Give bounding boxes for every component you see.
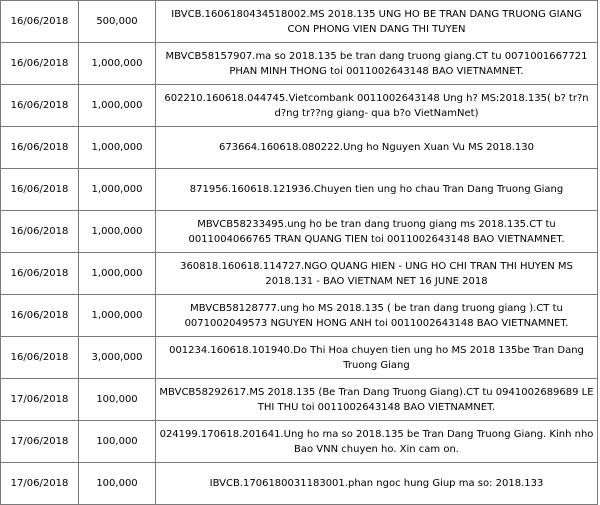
table-row [1,169,598,211]
description-cell: 001234.160618.101940.Do Thi Hoa chuyen tien ung ho MS 2018 135be Tran Dang Truong Giang [156,337,598,379]
amount-cell: 500,000 [79,1,156,43]
amount-cell: 1,000,000 [79,43,156,85]
description-cell: 024199.170618.201641.Ung ho ma so 2018.135 be Tran Dang Truong Giang. Kinh nho Bao VNN chuyen ho. Xin cam on. [156,421,598,463]
description-cell: 360818.160618.114727.NGO QUANG HIEN - UNG HO CHI TRAN THI HUYEN MS 2018.131 - BAO VIETNAM NET 16 JUNE 2018 [156,253,598,295]
description-cell: MBVCB58157907.ma so 2018.135 be tran dang truong giang.CT tu 0071001667721 PHAN MINH THONG toi 0011002643148 BAO VIETNAMNET. [156,43,598,85]
date-cell: 16/06/2018 [1,295,79,337]
amount-cell: 1,000,000 [79,295,156,337]
date-cell: 16/06/2018 [1,169,79,211]
amount-cell: 1,000,000 [79,169,156,211]
date-cell: 16/06/2018 [1,85,79,127]
amount-cell: 100,000 [79,421,156,463]
date-cell: 16/06/2018 [1,337,79,379]
table-row [1,421,598,463]
table-row [1,127,598,169]
ledger-body [1,1,598,505]
description-cell: IBVCB.1706180031183001.phan ngoc hung Giup ma so: 2018.133 [156,463,598,505]
table-row [1,85,598,127]
date-cell: 17/06/2018 [1,379,79,421]
date-cell: 16/06/2018 [1,253,79,295]
date-cell: 16/06/2018 [1,127,79,169]
description-cell: IBVCB.1606180434518002.MS 2018.135 UNG HO BE TRAN DANG TRUONG GIANG CON PHONG VIEN DANG THI TUYEN [156,1,598,43]
description-cell: MBVCB58233495.ung ho be tran dang truong giang ms 2018.135.CT tu 0011004066765 TRAN QUANG TIEN toi 0011002643148 BAO VIETNAMNET. [156,211,598,253]
description-cell: MBVCB58292617.MS 2018.135 (Be Tran Dang Truong Giang).CT tu 0941002689689 LE THI THU toi 0011002643148 BAO VIETNAMNET. [156,379,598,421]
table-row [1,379,598,421]
amount-cell: 1,000,000 [79,127,156,169]
table-row [1,295,598,337]
date-cell: 16/06/2018 [1,211,79,253]
table-row [1,463,598,505]
table-row [1,211,598,253]
description-cell: 602210.160618.044745.Vietcombank 0011002643148 Ung h? MS:2018.135( b? tr?n d?ng tr??ng giang- qua b?o VietNamNet) [156,85,598,127]
table-row [1,337,598,379]
amount-cell: 3,000,000 [79,337,156,379]
amount-cell: 100,000 [79,463,156,505]
date-cell: 16/06/2018 [1,1,79,43]
description-cell: MBVCB58128777.ung ho MS 2018.135 ( be tran dang truong giang ).CT tu 0071002049573 NGUYEN HONG ANH toi 0011002643148 BAO VIETNAMNET. [156,295,598,337]
table-row [1,1,598,43]
date-cell: 17/06/2018 [1,421,79,463]
amount-cell: 1,000,000 [79,211,156,253]
table-row [1,253,598,295]
date-cell: 17/06/2018 [1,463,79,505]
description-cell: 673664.160618.080222.Ung ho Nguyen Xuan Vu MS 2018.130 [156,127,598,169]
table-row [1,43,598,85]
description-cell: 871956.160618.121936.Chuyen tien ung ho chau Tran Dang Truong Giang [156,169,598,211]
amount-cell: 100,000 [79,379,156,421]
amount-cell: 1,000,000 [79,253,156,295]
date-cell: 16/06/2018 [1,43,79,85]
amount-cell: 1,000,000 [79,85,156,127]
